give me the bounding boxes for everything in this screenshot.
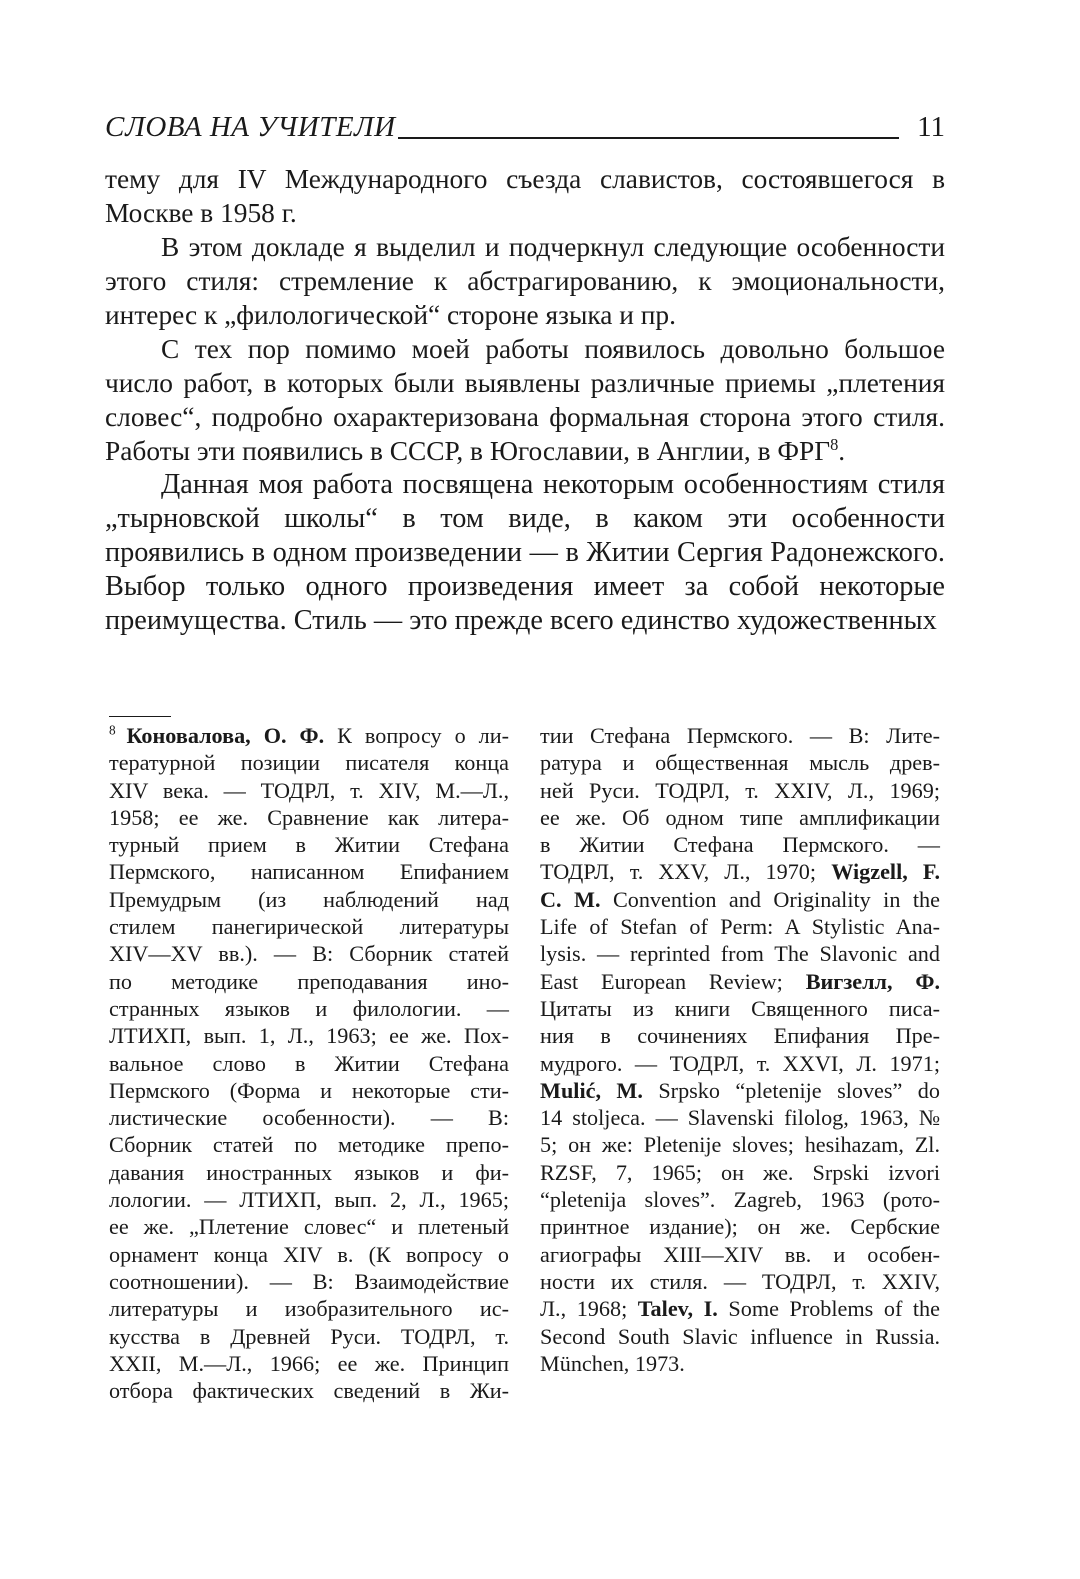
- footnote-line: тии Стефана Пермского. — В: Лите-: [540, 723, 940, 748]
- footnote-line: 14 stoljeca. — Slavenski filolog, 1963, №: [540, 1105, 940, 1131]
- footnote-column-left: [109, 722, 509, 1404]
- footnote-line: странных языков и филологии. —: [109, 995, 509, 1021]
- footnote-line: 5; он же: Pletenije sloves; hesihazam, Zl.: [540, 1132, 940, 1158]
- footnote-line: стилем панегирической литературы: [109, 914, 509, 940]
- footnote-line: принтное издание); он же. Сербские: [540, 1214, 940, 1240]
- footnote-line: Премудрым (из наблюдений над: [109, 886, 509, 912]
- footnote-line: $^8$ Коновалова, О. Ф. К вопросу о ли-: [109, 722, 509, 748]
- running-title: СЛОВА НА УЧИТЕЛИ: [105, 111, 396, 143]
- footnote-line: ности их стиля. — ТОДРЛ, т. XXIV,: [540, 1268, 940, 1294]
- footnote-separator: [109, 716, 171, 717]
- footnote-line: листические особенности). — В:: [109, 1105, 509, 1131]
- footnote-line: Л., 1968; Talev, I. Some Problems of the: [540, 1296, 940, 1322]
- footnote-line: агиографы XIII—XIV вв. и особен-: [540, 1241, 940, 1267]
- footnote-line: East European Review; Вигзелл, Ф.: [540, 968, 940, 994]
- footnote-line: по методике преподавания ино-: [109, 968, 509, 994]
- footnote-line: ее же. „Плетение словес“ и плетеный: [109, 1214, 509, 1240]
- paragraph-3-text: С тех пор помимо моей работы появилось довольно большое число работ, в которых были выявлены различные приемы „плетения словес“, подробно охарактеризована формальная сторона этого стиля. Работы эти появились в СССР, в Югославии, в Англии, в ФРГ: [105, 334, 945, 466]
- paragraph-4: Данная моя работа посвящена некоторым особенностиям стиля „тырновской школы“ в том виде, в каком эти особенности проявились в одном произведении — в Житии Сергия Радонежского. Выбор только одного произведения имеет за собой некоторые преимущества. Стиль — это прежде всего единство художественных: [105, 469, 945, 636]
- footnote-line: Сборник статей по методике препо-: [109, 1132, 509, 1158]
- footnote-line: Цитаты из книги Священного писа-: [540, 995, 940, 1021]
- running-header: [105, 96, 945, 142]
- footnote-line: München, 1973.: [540, 1350, 685, 1376]
- footnote-line: “pletenija sloves”. Zagreb, 1963 (рото-: [540, 1187, 940, 1213]
- footnote-line: Mulić, M. Srpsko “pletenije sloves” do: [540, 1077, 940, 1103]
- footnote-line: давания иностранных языков и фи-: [109, 1159, 509, 1185]
- footnote-line: ния в сочинениях Епифания Пре-: [540, 1023, 940, 1049]
- footnote-line: C. M. Convention and Originality in the: [540, 886, 940, 912]
- footnote-line: турный прием в Житии Стефана: [109, 832, 509, 858]
- footnote-line: литературы и изобразительного ис-: [109, 1296, 509, 1322]
- footnote-line: XIV—XV вв.). — В: Сборник статей: [109, 941, 509, 967]
- footnote-line: лологии. — ЛТИХП, вып. 2, Л., 1965;: [109, 1187, 509, 1213]
- footnote-mark: 8: [109, 722, 127, 738]
- footnote-line: ней Руси. ТОДРЛ, т. XXIV, Л., 1969;: [540, 777, 940, 803]
- footnote-line: в Житии Стефана Пермского. —: [540, 832, 940, 858]
- paragraph-3: [105, 332, 945, 468]
- paragraph-3-end: .: [838, 436, 846, 466]
- footnote-line: ЛТИХП, вып. 1, Л., 1963; ее же. Пох-: [109, 1023, 509, 1049]
- footnote-line: кусства в Древней Руси. ТОДРЛ, т.: [109, 1323, 509, 1349]
- footnote-line: отбора фактических сведений в Жи-: [109, 1378, 509, 1404]
- footnote-line: XXII, М.—Л., 1966; ее же. Принцип: [109, 1350, 509, 1376]
- footnote-line: мудрого. — ТОДРЛ, т. XXVI, Л. 1971;: [540, 1050, 940, 1076]
- header-rule: [398, 137, 899, 139]
- paragraph-1: тему для IV Международного съезда славистов, состоявшегося в Москве в 1958 г.: [105, 164, 945, 228]
- footnote-line: RZSF, 7, 1965; он же. Srpski izvori: [540, 1159, 940, 1185]
- footnote-line: Пермского (Форма и некоторые сти-: [109, 1077, 509, 1103]
- footnote-column-right: [540, 722, 940, 1377]
- footnote-line: Second South Slavic influence in Russia.: [540, 1323, 940, 1349]
- footnote-line: ее же. Об одном типе амплификации: [540, 804, 940, 830]
- main-text: [105, 162, 945, 638]
- footnote-line: XIV века. — ТОДРЛ, т. XIV, М.—Л.,: [109, 777, 509, 803]
- footnote-line: орнамент конца XIV в. (К вопросу о: [109, 1241, 509, 1267]
- footnote-line: тературной позиции писателя конца: [109, 750, 509, 776]
- footnote-line: Пермского, написанном Епифанием: [109, 859, 509, 885]
- footnote-line: вальное слово в Житии Стефана: [109, 1050, 509, 1076]
- footnote-line: ратура и общественная мысль древ-: [540, 750, 940, 776]
- page-number: 11: [917, 111, 945, 143]
- paragraph-2: В этом докладе я выделил и подчеркнул следующие особенности этого стиля: стремление к абстрагированию, к эмоциональности, интерес к „филологической“ стороне языка и пр.: [105, 232, 945, 330]
- footnote-line: Life of Stefan of Perm: A Stylistic Ana-: [540, 914, 940, 940]
- footnote-line: ТОДРЛ, т. XXV, Л., 1970; Wigzell, F.: [540, 859, 940, 885]
- footnote-line: 1958; ее же. Сравнение как литера-: [109, 804, 509, 830]
- footnote-reference[interactable]: 8: [830, 434, 839, 454]
- footnote-line: lysis. — reprinted from The Slavonic and: [540, 941, 940, 967]
- footnote-line: соотношении). — В: Взаимодействие: [109, 1268, 509, 1294]
